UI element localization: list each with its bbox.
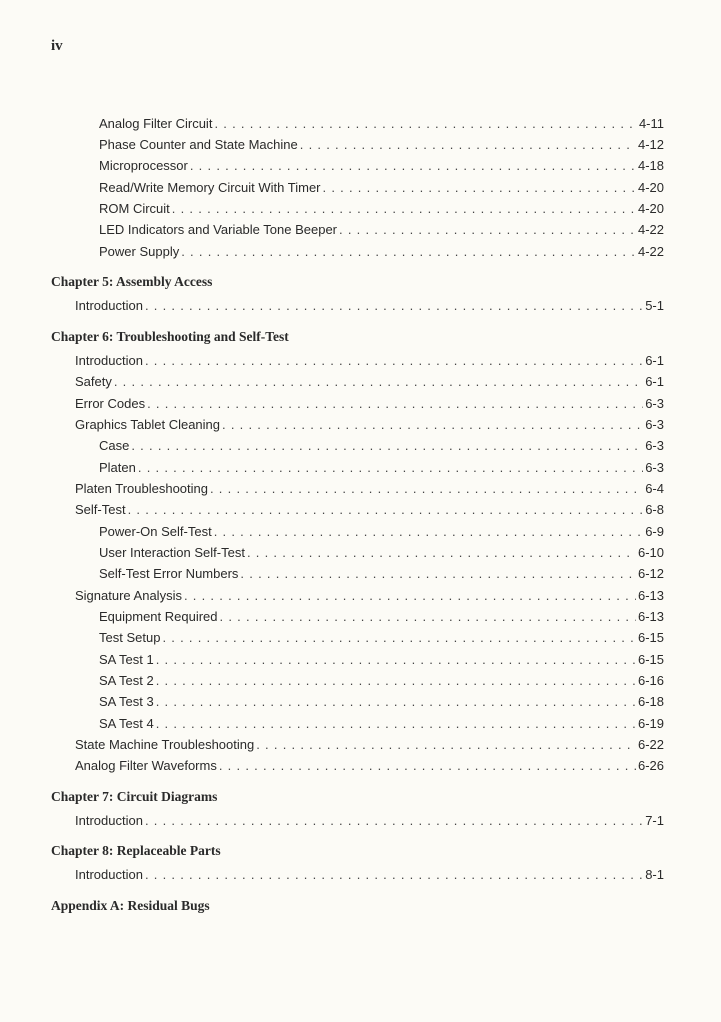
toc-entry-title: Test Setup	[99, 630, 161, 645]
toc-entry[interactable]	[99, 200, 664, 218]
toc-entry-page: 6-3	[645, 417, 664, 432]
toc-entry-page: 6-3	[645, 396, 664, 411]
toc-entry-title: Introduction	[75, 813, 143, 828]
toc-entry[interactable]	[75, 352, 664, 370]
toc-entry-page: 8-1	[645, 867, 664, 882]
toc-entry-title: Self-Test Error Numbers	[99, 566, 239, 581]
toc-entry[interactable]	[99, 629, 664, 647]
chapter-heading[interactable]: Chapter 5: Assembly Access	[51, 274, 213, 289]
toc-entry[interactable]	[99, 544, 664, 562]
toc-entry-page: 4-11	[638, 116, 664, 131]
toc-entry-title: Phase Counter and State Machine	[99, 137, 298, 152]
toc-entry-page: 4-20	[637, 201, 664, 216]
toc-entry-title: Platen	[99, 460, 136, 475]
toc-entry-title: SA Test 1	[99, 652, 154, 667]
toc-entry-title: Analog Filter Circuit	[99, 116, 213, 131]
toc-entry-title: Power Supply	[99, 244, 180, 259]
chapter-heading[interactable]: Chapter 6: Troubleshooting and Self-Test	[51, 329, 289, 344]
toc-entry[interactable]	[75, 416, 664, 434]
toc-entry-page: 6-4	[645, 481, 664, 496]
toc-entry-page: 7-1	[645, 813, 664, 828]
toc-entry-title: Signature Analysis	[75, 588, 182, 603]
toc-entry[interactable]	[75, 866, 664, 884]
chapter-heading[interactable]: Chapter 8: Replaceable Parts	[51, 843, 221, 858]
toc-entry-title: User Interaction Self-Test	[99, 545, 245, 560]
toc-entry-title: Microprocessor	[99, 158, 188, 173]
toc-entry-title: State Machine Troubleshooting	[75, 737, 255, 752]
toc-entry-title: Analog Filter Waveforms	[75, 758, 217, 773]
toc-entry-page: 6-1	[645, 374, 664, 389]
toc-entry[interactable]	[99, 115, 664, 133]
toc-entry-title: Error Codes	[75, 396, 146, 411]
toc-entry[interactable]	[99, 608, 664, 626]
toc-entry[interactable]	[99, 459, 664, 477]
toc-entry-page: 4-18	[637, 158, 664, 173]
toc-entry-title: ROM Circuit	[99, 201, 170, 216]
toc-entry[interactable]	[99, 523, 664, 541]
toc-entry-title: SA Test 2	[99, 673, 154, 688]
toc-entry-page: 6-10	[637, 545, 664, 560]
toc-entry[interactable]	[99, 672, 664, 690]
toc-entry-title: SA Test 3	[99, 694, 154, 709]
toc-entry[interactable]	[99, 437, 664, 455]
toc-entry[interactable]	[99, 221, 664, 239]
toc-entry[interactable]	[99, 565, 664, 583]
toc-entry-title: Platen Troubleshooting	[75, 481, 208, 496]
toc-entry[interactable]	[99, 136, 664, 154]
toc-entry[interactable]	[75, 395, 664, 413]
toc-entry[interactable]	[99, 243, 664, 261]
toc-entry[interactable]	[75, 373, 664, 391]
toc-entry[interactable]	[75, 757, 664, 775]
toc-entry-page: 6-16	[637, 673, 664, 688]
toc-entry-page: 5-1	[645, 298, 664, 313]
toc-entry-title: Equipment Required	[99, 609, 218, 624]
toc-entry[interactable]	[75, 480, 664, 498]
toc-entry-page: 6-13	[637, 588, 664, 603]
toc-entry-page: 6-3	[645, 438, 664, 453]
toc-entry-title: Power-On Self-Test	[99, 524, 212, 539]
toc-entry-page: 6-19	[637, 716, 664, 731]
toc-entry[interactable]	[99, 179, 664, 197]
appendix-heading[interactable]: Appendix A: Residual Bugs	[51, 898, 210, 913]
toc-entry[interactable]	[99, 651, 664, 669]
chapter-heading[interactable]: Chapter 7: Circuit Diagrams	[51, 789, 218, 804]
toc-entry-page: 4-22	[637, 222, 664, 237]
toc-entry-title: Introduction	[75, 298, 143, 313]
toc-entry-page: 6-18	[637, 694, 664, 709]
toc-entry[interactable]	[99, 157, 664, 175]
toc-entry-page: 6-22	[637, 737, 664, 752]
toc-entry-page: 6-26	[637, 758, 664, 773]
toc-entry[interactable]	[75, 297, 664, 315]
toc-entry[interactable]	[75, 736, 664, 754]
toc-entry-page: 6-8	[645, 502, 664, 517]
toc-entry-title: Case	[99, 438, 130, 453]
toc-entry-page: 6-3	[645, 460, 664, 475]
toc-entry-title: Safety	[75, 374, 112, 389]
toc-entry-page: 4-22	[637, 244, 664, 259]
toc-entry-title: Self-Test	[75, 502, 126, 517]
toc-entry-title: Read/Write Memory Circuit With Timer	[99, 180, 321, 195]
toc-entry[interactable]	[99, 693, 664, 711]
toc-entry-page: 6-15	[637, 630, 664, 645]
toc-entry-page: 6-15	[637, 652, 664, 667]
toc-entry[interactable]	[75, 587, 664, 605]
toc-entry-page: 6-1	[645, 353, 664, 368]
toc-entry-title: Graphics Tablet Cleaning	[75, 417, 221, 432]
page-number: iv	[51, 38, 63, 54]
toc-entry-title: Introduction	[75, 353, 143, 368]
toc-entry-page: 6-12	[637, 566, 664, 581]
toc-entry[interactable]	[75, 812, 664, 830]
toc-entry[interactable]	[75, 501, 664, 519]
toc-entry-page: 4-12	[637, 137, 664, 152]
toc-entry-page: 6-9	[645, 524, 664, 539]
toc-entry-title: SA Test 4	[99, 716, 154, 731]
toc-entry-page: 6-13	[637, 609, 664, 624]
toc-entry-title: Introduction	[75, 867, 143, 882]
toc-entry-page: 4-20	[637, 180, 664, 195]
toc-entry[interactable]	[99, 715, 664, 733]
toc-entry-title: LED Indicators and Variable Tone Beeper	[99, 222, 338, 237]
